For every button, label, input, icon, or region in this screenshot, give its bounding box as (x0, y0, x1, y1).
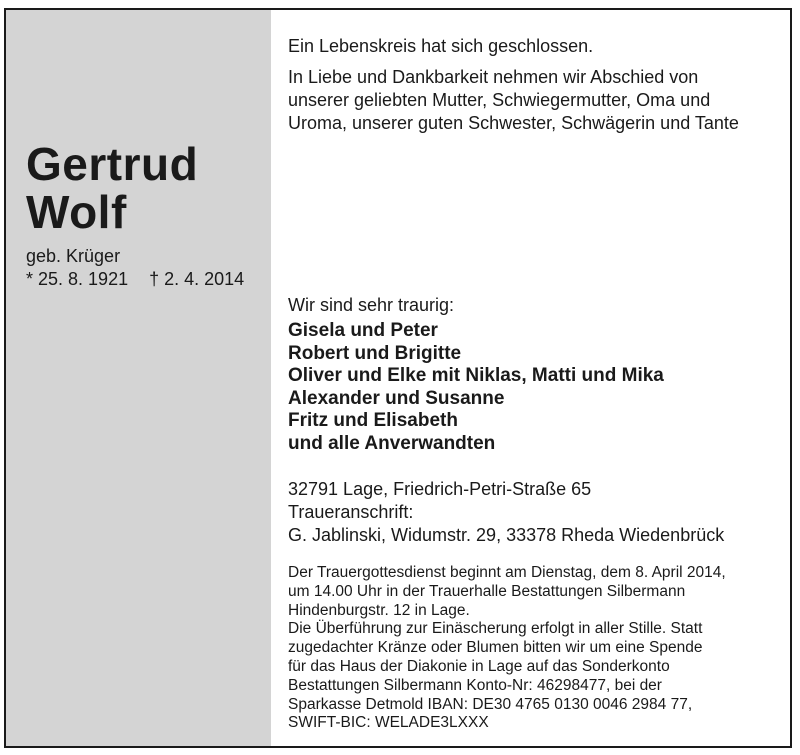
service-line: zugedachter Kränze oder Blumen bitten wir um eine Spende (288, 639, 703, 657)
address-block (288, 478, 724, 547)
mourners-intro: Wir sind sehr traurig: (288, 295, 455, 315)
mourner: Robert und Brigitte (288, 342, 462, 364)
service-line: für das Haus der Diakonie in Lage auf das Sonderkonto (288, 657, 670, 675)
death-date: † 2. 4. 2014 (149, 269, 245, 289)
opening-line: Ein Lebenskreis hat sich geschlossen. (288, 36, 594, 56)
mourner: und alle Anverwandten (288, 432, 496, 454)
birth-date: * 25. 8. 1921 (26, 269, 129, 289)
last-name: Wolf (26, 186, 127, 238)
name-panel (6, 10, 271, 746)
mourner: Oliver und Elke mit Niklas, Matti und Mika (288, 365, 664, 386)
service-line: Sparkasse Detmold IBAN: DE30 4765 0130 0046 2984 77, (288, 695, 693, 713)
farewell-line: In Liebe und Dankbarkeit nehmen wir Abschied von (288, 67, 699, 87)
first-name: Gertrud (26, 138, 199, 190)
deceased-name (26, 140, 198, 236)
farewell-line: unserer geliebten Mutter, Schwiegermutter, Oma und (288, 90, 711, 110)
service-line: Bestattungen Silbermann Konto-Nr: 46298477, bei der (288, 676, 662, 694)
service-line: SWIFT-BIC: WELADE3LXXX (288, 714, 489, 732)
address-line: 32791 Lage, Friedrich-Petri-Straße 65 (288, 479, 592, 499)
obituary-notice (4, 8, 792, 748)
address-line: Traueranschrift: (288, 502, 414, 522)
mourner: Gisela und Peter (288, 320, 438, 341)
service-line: Die Überführung zur Einäscherung erfolgt in aller Stille. Statt (288, 620, 703, 638)
service-line: Hindenburgstr. 12 in Lage. (288, 601, 470, 619)
maiden-name: geb. Krüger (26, 246, 121, 266)
service-line: um 14.00 Uhr in der Trauerhalle Bestattungen Silbermann (288, 582, 686, 600)
address-line: G. Jablinski, Widumstr. 29, 33378 Rheda Wiedenbrück (288, 525, 725, 545)
mourners-list (288, 320, 664, 455)
life-dates (26, 269, 244, 290)
service-info (288, 564, 726, 733)
mourner: Alexander und Susanne (288, 387, 505, 409)
mourner: Fritz und Elisabeth (288, 410, 458, 431)
farewell-line: Uroma, unserer guten Schwester, Schwägerin und Tante (288, 113, 739, 133)
farewell-paragraph (288, 66, 739, 135)
service-line: Der Trauergottesdienst beginnt am Dienstag, dem 8. April 2014, (288, 564, 726, 581)
